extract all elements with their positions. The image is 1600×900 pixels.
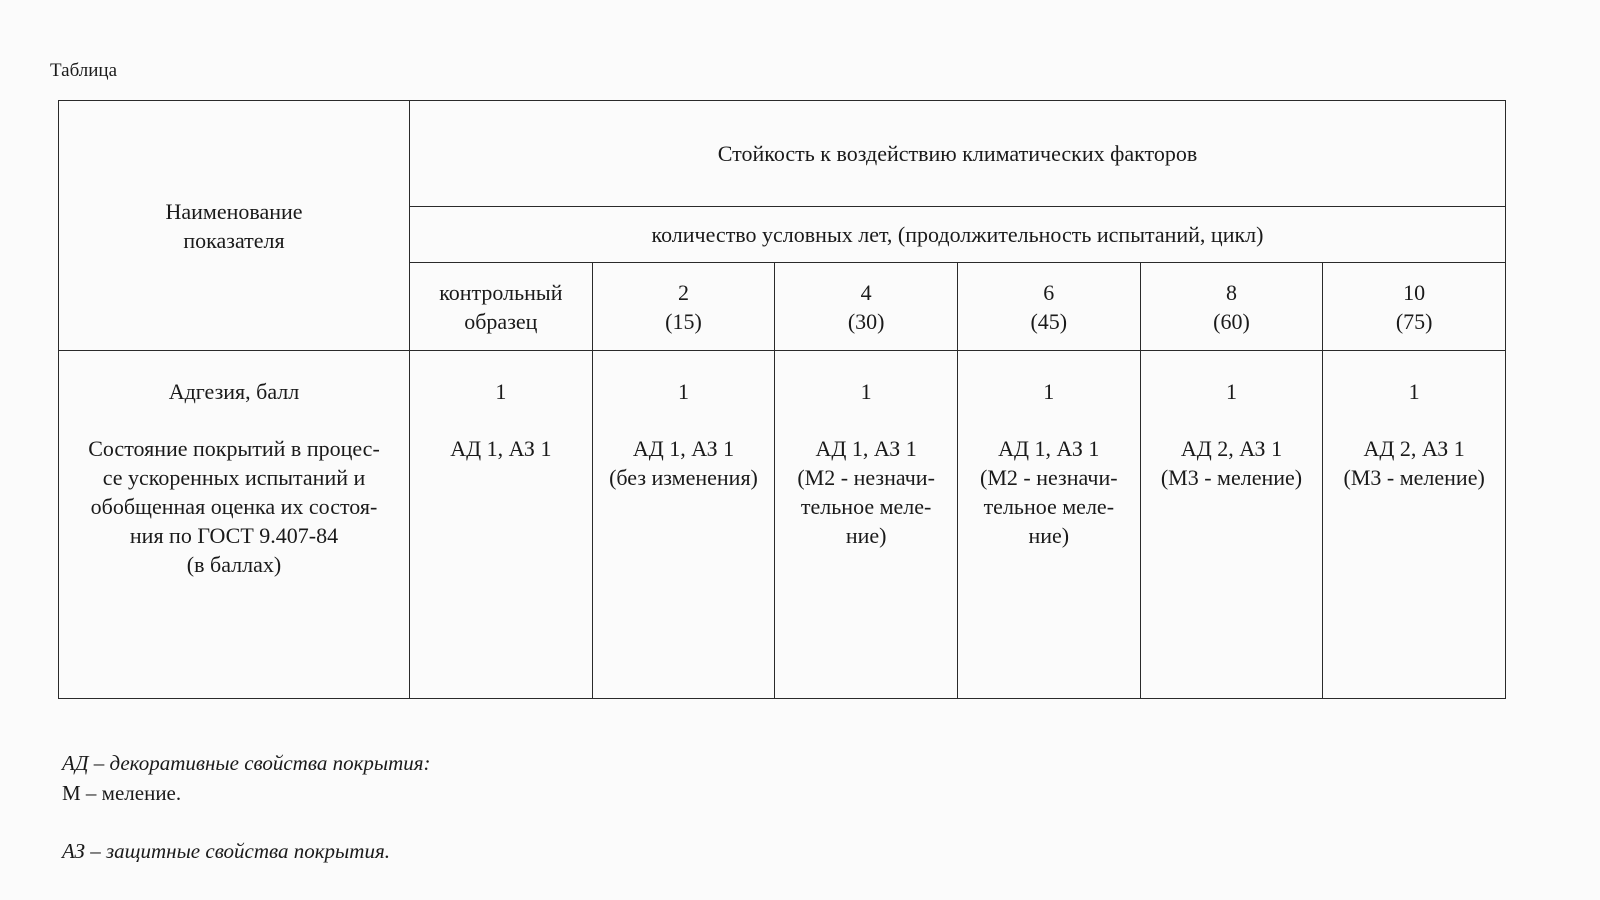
label-adhesion: Адгезия, балл	[168, 379, 300, 404]
value-cell: 1 АД 1, АЗ 1 (М2 - незначи- тельное меле- ние)	[775, 351, 958, 699]
header-name-column	[59, 101, 410, 351]
value-cell: 1 АД 2, АЗ 1 (М3 - меление)	[1140, 351, 1323, 699]
label-state-line: се ускоренных испытаний и	[102, 465, 366, 490]
column-header: контрольный образец	[410, 263, 593, 351]
label-state-line: обобщенная оценка их состоя-	[90, 494, 378, 519]
note-az: АЗ – защитные свойства покрытия.	[62, 839, 390, 863]
column-header: 8 (60)	[1140, 263, 1323, 351]
label-state-line: Состояние покрытий в процес-	[88, 436, 380, 461]
column-header: 4 (30)	[775, 263, 958, 351]
header-sub: количество условных лет, (продолжительность испытаний, цикл)	[410, 207, 1506, 263]
value-cell: 1 АД 1, АЗ 1 (без изменения)	[592, 351, 775, 699]
table-row	[59, 351, 1506, 699]
row-label-cell	[59, 351, 410, 699]
column-header: 2 (15)	[592, 263, 775, 351]
value-cell: 1 АД 1, АЗ 1 (М2 - незначи- тельное меле- ние)	[957, 351, 1140, 699]
column-header: 10 (75)	[1323, 263, 1506, 351]
label-state-line: ния по ГОСТ 9.407-84	[129, 523, 339, 548]
value-cell: 1 АД 2, АЗ 1 (М3 - меление)	[1323, 351, 1506, 699]
legend-notes	[62, 748, 431, 866]
value-cell: 1 АД 1, АЗ 1	[410, 351, 593, 699]
header-name-line: показателя	[183, 227, 285, 253]
column-header: 6 (45)	[957, 263, 1140, 351]
header-name-line: Наименование	[165, 198, 303, 224]
note-ad: АД – декоративные свойства покрытия:	[62, 751, 431, 775]
header-top: Стойкость к воздействию климатических факторов	[410, 101, 1506, 207]
results-table	[58, 100, 1506, 699]
table-caption: Таблица	[50, 60, 118, 81]
note-m: М – меление.	[62, 781, 182, 805]
label-state-line: (в баллах)	[186, 552, 282, 577]
